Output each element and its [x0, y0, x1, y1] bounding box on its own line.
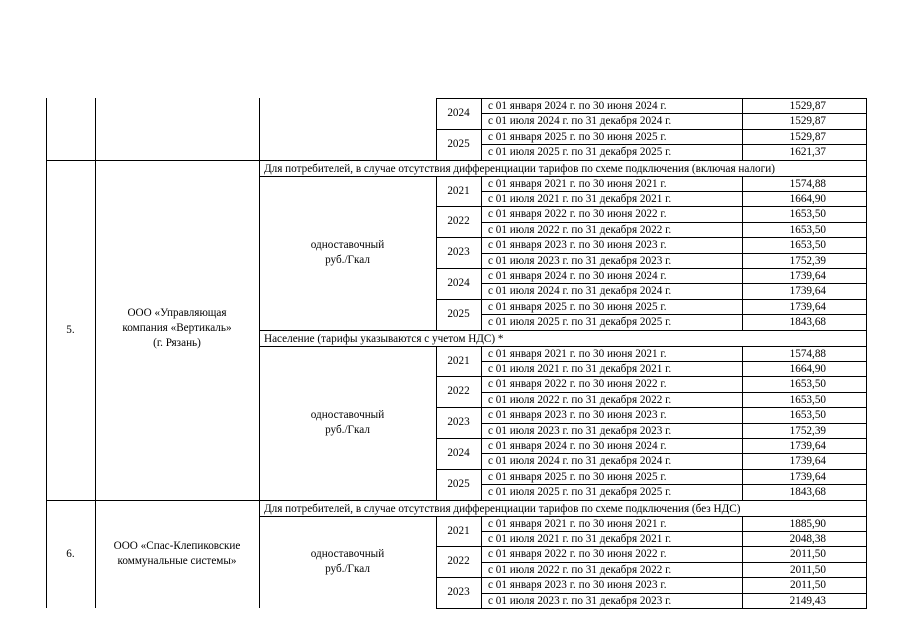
period-cell: с 01 июля 2023 г. по 31 декабря 2023 г. — [488, 424, 672, 437]
org-number: 5. — [66, 323, 75, 336]
tariff-value: 1653,50 — [789, 223, 826, 236]
tariff-value: 1653,50 — [789, 393, 826, 406]
period-cell: с 01 июля 2022 г. по 31 декабря 2022 г. — [488, 563, 672, 576]
period-cell: с 01 января 2023 г. по 30 июня 2023 г. — [488, 409, 667, 422]
table-rule — [95, 98, 96, 608]
period-cell: с 01 января 2021 г. по 30 июня 2021 г. — [488, 517, 667, 530]
tariff-value: 1752,39 — [789, 424, 826, 437]
year-cell: 2022 — [447, 555, 470, 568]
period-cell: с 01 января 2024 г. по 30 июня 2024 г. — [488, 100, 667, 112]
tariff-value: 1574,88 — [789, 347, 826, 360]
tariff-value: 1664,90 — [789, 363, 826, 375]
period-cell: с 01 января 2024 г. по 30 июня 2024 г. — [488, 270, 667, 282]
period-cell: с 01 июля 2024 г. по 31 декабря 2024 г. — [488, 285, 672, 298]
section-heading: Население (тарифы указываются с учетом НДС) * — [264, 332, 504, 345]
year-cell: 2024 — [447, 446, 470, 459]
table-rule — [259, 98, 260, 608]
tariff-value: 1885,90 — [789, 517, 826, 530]
year-cell: 2023 — [447, 246, 470, 259]
tariff-value: 1529,87 — [789, 130, 826, 143]
table-rule — [742, 176, 743, 330]
year-cell: 2024 — [447, 106, 470, 119]
table-rule — [481, 516, 482, 608]
tariff-value: 1574,88 — [789, 177, 826, 190]
table-rule — [742, 98, 743, 160]
period-cell: с 01 января 2023 г. по 30 июня 2023 г. — [488, 239, 667, 252]
tariff-value: 2048,38 — [789, 533, 826, 545]
period-cell: с 01 января 2025 г. по 30 июня 2025 г. — [488, 470, 667, 483]
tariff-unit: руб./Гкал — [325, 423, 370, 436]
table-rule — [46, 160, 867, 161]
period-cell: с 01 января 2025 г. по 30 июня 2025 г. — [488, 300, 667, 313]
tariff-value: 1739,64 — [789, 270, 826, 282]
tariff-value: 1739,64 — [789, 300, 826, 313]
table-rule — [436, 608, 867, 609]
year-cell: 2025 — [447, 477, 470, 490]
period-cell: с 01 июля 2025 г. по 31 декабря 2025 г. — [488, 316, 672, 329]
org-name: ООО «Спас-Клепиковские — [113, 539, 241, 552]
tariff-value: 1752,39 — [789, 254, 826, 267]
org-name: компания «Вертикаль» — [122, 321, 232, 334]
tariff-value: 1843,68 — [789, 316, 826, 329]
table-rule — [259, 330, 867, 331]
org-number: 6. — [66, 547, 75, 560]
year-cell: 2023 — [447, 586, 470, 599]
table-rule — [436, 176, 437, 330]
tariff-value: 1653,50 — [789, 208, 826, 221]
period-cell: с 01 января 2022 г. по 30 июня 2022 г. — [488, 208, 667, 221]
tariff-value: 1529,87 — [789, 115, 826, 128]
year-cell: 2021 — [447, 524, 470, 537]
tariff-value: 2011,50 — [790, 563, 826, 576]
period-cell: с 01 июля 2023 г. по 31 декабря 2023 г. — [488, 594, 672, 607]
tariff-value: 1653,50 — [789, 378, 826, 391]
org-name: (г. Рязань) — [153, 336, 201, 349]
tariff-value: 1739,64 — [789, 285, 826, 298]
year-cell: 2021 — [447, 354, 470, 367]
table-rule — [742, 346, 743, 500]
tariff-value: 1653,50 — [789, 239, 826, 252]
year-cell: 2023 — [447, 416, 470, 429]
tariff-value: 1739,64 — [789, 455, 826, 468]
tariff-value: 1664,90 — [789, 193, 826, 205]
tariff-type: одноставочный — [310, 408, 385, 421]
period-cell: с 01 июля 2021 г. по 31 декабря 2021 г. — [488, 533, 672, 545]
table-rule — [481, 98, 482, 160]
year-cell: 2022 — [447, 385, 470, 398]
table-rule — [46, 98, 47, 608]
period-cell: с 01 июля 2022 г. по 31 декабря 2022 г. — [488, 223, 672, 236]
period-cell: с 01 июля 2022 г. по 31 декабря 2022 г. — [488, 393, 672, 406]
period-cell: с 01 июля 2021 г. по 31 декабря 2021 г. — [488, 363, 672, 375]
tariff-value: 1739,64 — [789, 470, 826, 483]
tariff-value: 1621,37 — [789, 146, 826, 159]
tariff-value: 1529,87 — [789, 100, 826, 112]
period-cell: с 01 января 2021 г. по 30 июня 2021 г. — [488, 177, 667, 190]
tariff-value: 2011,50 — [790, 579, 826, 592]
tariff-value: 2011,50 — [790, 548, 826, 561]
period-cell: с 01 января 2025 г. по 30 июня 2025 г. — [488, 130, 667, 143]
table-rule — [436, 516, 437, 608]
org-name: коммунальные системы» — [117, 554, 237, 567]
table-rule — [481, 176, 482, 330]
table-rule — [866, 98, 867, 608]
period-cell: с 01 июля 2024 г. по 31 декабря 2024 г. — [488, 455, 672, 468]
table-rule — [436, 346, 437, 500]
period-cell: с 01 июля 2024 г. по 31 декабря 2024 г. — [488, 115, 672, 128]
table-rule — [742, 516, 743, 608]
tariff-unit: руб./Гкал — [325, 253, 370, 266]
year-cell: 2021 — [447, 184, 470, 197]
tariff-value: 1843,68 — [789, 486, 826, 499]
year-cell: 2025 — [447, 307, 470, 320]
year-cell: 2025 — [447, 137, 470, 150]
table-rule — [436, 98, 437, 160]
year-cell: 2022 — [447, 215, 470, 228]
tariff-unit: руб./Гкал — [325, 562, 370, 575]
period-cell: с 01 июля 2025 г. по 31 декабря 2025 г. — [488, 146, 672, 159]
period-cell: с 01 января 2022 г. по 30 июня 2022 г. — [488, 378, 667, 391]
year-cell: 2024 — [447, 276, 470, 289]
period-cell: с 01 июля 2025 г. по 31 декабря 2025 г. — [488, 486, 672, 499]
period-cell: с 01 января 2024 г. по 30 июня 2024 г. — [488, 440, 667, 452]
section-heading: Для потребителей, в случае отсутствия дифференциации тарифов по схеме подключения (без НДС) — [264, 502, 741, 515]
tariff-value: 1739,64 — [789, 440, 826, 452]
period-cell: с 01 января 2023 г. по 30 июня 2023 г. — [488, 579, 667, 592]
tariff-type: одноставочный — [310, 238, 385, 251]
tariff-value: 1653,50 — [789, 409, 826, 422]
section-heading: Для потребителей, в случае отсутствия дифференциации тарифов по схеме подключения (включая налоги) — [264, 162, 775, 175]
period-cell: с 01 июля 2023 г. по 31 декабря 2023 г. — [488, 254, 672, 267]
tariff-value: 2149,43 — [789, 594, 826, 607]
table-rule — [46, 500, 867, 501]
period-cell: с 01 января 2021 г. по 30 июня 2021 г. — [488, 347, 667, 360]
table-rule — [481, 346, 482, 500]
tariff-type: одноставочный — [310, 547, 385, 560]
period-cell: с 01 января 2022 г. по 30 июня 2022 г. — [488, 548, 667, 561]
period-cell: с 01 июля 2021 г. по 31 декабря 2021 г. — [488, 193, 672, 205]
org-name: ООО «Управляющая — [127, 306, 227, 319]
